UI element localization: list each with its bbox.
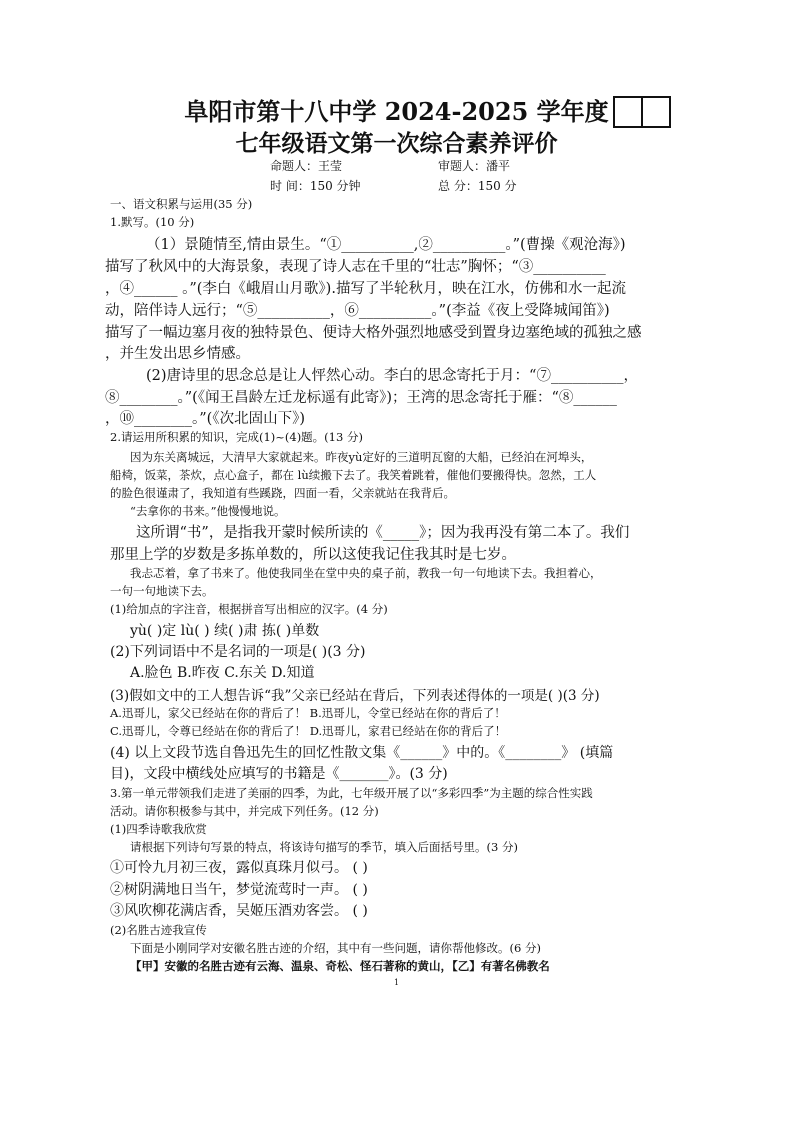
text-line: 描写了一幅边塞月夜的独特景色、便诗大格外强烈地感受到置身边塞绝域的孤独之感 — [105, 325, 642, 341]
passage-line: 的脸色很谨肃了，我知道有些蹊跷，四面一看，父亲就站在我背后。 — [110, 486, 455, 500]
passage-line: 船椅，饭菜，茶炊，点心盒子，都在 lù续搬下去了。我笑着跳着，催他们要搬得快。忽然，工人 — [110, 468, 597, 482]
poem-line: ①可怜九月初三夜，露似真珠月似弓。 ( ) — [110, 860, 368, 876]
sub-question: (3)假如文中的工人想告诉“我”父亲已经站在背后，下列表述得体的一项是( )(3 分) — [110, 688, 600, 704]
passage-line: 那里上学的岁数是多拣单数的，所以这使我记住我其时是七岁。 — [110, 547, 516, 563]
exam-title-school: 阜阳市第十八中学 2024-2025 学年度 — [184, 97, 609, 126]
choice-options: C.迅哥儿，令尊已经站在你的背后了！ D.迅哥儿，家君已经站在你的背后了！ — [110, 724, 507, 738]
sub-question: 目)，文段中横线处应填写的书籍是《_______》。(3 分) — [110, 766, 448, 782]
task-instruction: 请根据下列诗句写景的特点，将该诗句描写的季节，填入后面括号里。(3 分) — [130, 840, 518, 854]
text-line: ，⑩________。”(《次北固山下》) — [105, 411, 305, 427]
task-instruction: 下面是小刚同学对安徽名胜古迹的介绍，其中有一些问题，请你帮他修改。(6 分) — [130, 941, 541, 955]
question-1-heading: 1.默写。(10 分) — [110, 215, 195, 229]
total-score: 总 分：150 分 — [438, 179, 517, 193]
passage-line: 因为东关离城远，大清早大家就起来。昨夜yù定好的三道明瓦窗的大船，已经泊在河埠头， — [130, 450, 593, 464]
text-line: (2)唐诗里的思念总是让人怦然心动。李白的思念寄托于月：“⑦__________， — [146, 368, 638, 384]
text-line: 描写了秋风中的大海景象，表现了诗人志在千里的“壮志”胸怀；“③__________ — [105, 259, 606, 275]
sub-question: (4) 以上文段节选自鲁迅先生的回忆性散文集《______》中的。《________》 (填篇 — [110, 745, 614, 761]
passage-line: 一句一句地读下去。 — [110, 584, 214, 598]
choice-options: A.迅哥儿，家父已经站在你的背后了！ B.迅哥儿，令堂已经站在你的背后了！ — [110, 706, 506, 720]
task-heading: (1)四季诗歌我欣赏 — [110, 822, 207, 836]
page-number: 1 — [393, 978, 400, 987]
question-3-heading: 3.第一单元带领我们走进了美丽的四季，为此，七年级开展了以“多彩四季”为主题的综合性实践 — [110, 786, 593, 800]
choice-options: A.脸色 B.昨夜 C.东关 D.知道 — [130, 665, 315, 681]
section-heading: 一、语文积累与运用(35 分) — [110, 197, 253, 211]
text-line: 动，陪伴诗人远行；“⑤__________，⑥__________。”(李益《夜上受降城闻笛》) — [105, 303, 610, 319]
text-line: ，④______ 。”(李白《峨眉山月歌》).描写了半轮秋月，映在江水，仿佛和水一起流 — [105, 281, 626, 297]
text-line: （1）景随情至,情由景生。“①__________,②__________。”(曹操《观沧海》) — [146, 237, 626, 253]
task-heading: (2)名胜古迹我宣传 — [110, 923, 207, 937]
poem-line: ②树阴满地日当午，梦觉流莺时一声。 ( ) — [110, 882, 368, 898]
question-2-heading: 2.请运用所积累的知识，完成(1)~(4)题。(13 分) — [110, 430, 363, 444]
exam-title-subject: 七年级语文第一次综合素养评价 — [235, 130, 558, 157]
passage-line: 这所谓“书”，是指我开蒙时候所读的《_____》；因为我再没有第二本了。我们 — [136, 525, 630, 541]
passage-line: 【甲】安徽的名胜古迹有云海、温泉、奇松、怪石著称的黄山，【乙】有著名佛教名 — [130, 959, 550, 973]
passage-line: “去拿你的书来。”他慢慢地说。 — [130, 504, 286, 518]
question-3-heading: 活动。请你积极参与其中，并完成下列任务。(12 分) — [110, 804, 379, 818]
author: 命题人：王莹 — [270, 159, 343, 173]
passage-line: 我忐忑着，拿了书来了。他使我同坐在堂中央的桌子前，教我一句一句地读下去。我担着心， — [130, 566, 602, 580]
exam-time: 时 间：150 分钟 — [270, 179, 361, 193]
pinyin-answer-line: yù( )定 lù( ) 续( )肃 拣( )单数 — [130, 623, 320, 639]
text-line: ，并生发出思乡情感。 — [105, 346, 250, 362]
poem-line: ③风吹柳花满店香，吴姬压酒劝客尝。 ( ) — [110, 903, 368, 919]
reviewer: 审题人：潘平 — [438, 159, 511, 173]
text-line: ⑧________。”(《闻王昌龄左迁龙标遥有此寄》)；王湾的思念寄托于雁：“⑧______ — [105, 390, 617, 406]
sub-question: (2)下列词语中不是名词的一项是( )(3 分) — [110, 644, 366, 660]
sub-question: (1)给加点的字注音，根据拼音写出相应的汉字。(4 分) — [110, 602, 388, 616]
